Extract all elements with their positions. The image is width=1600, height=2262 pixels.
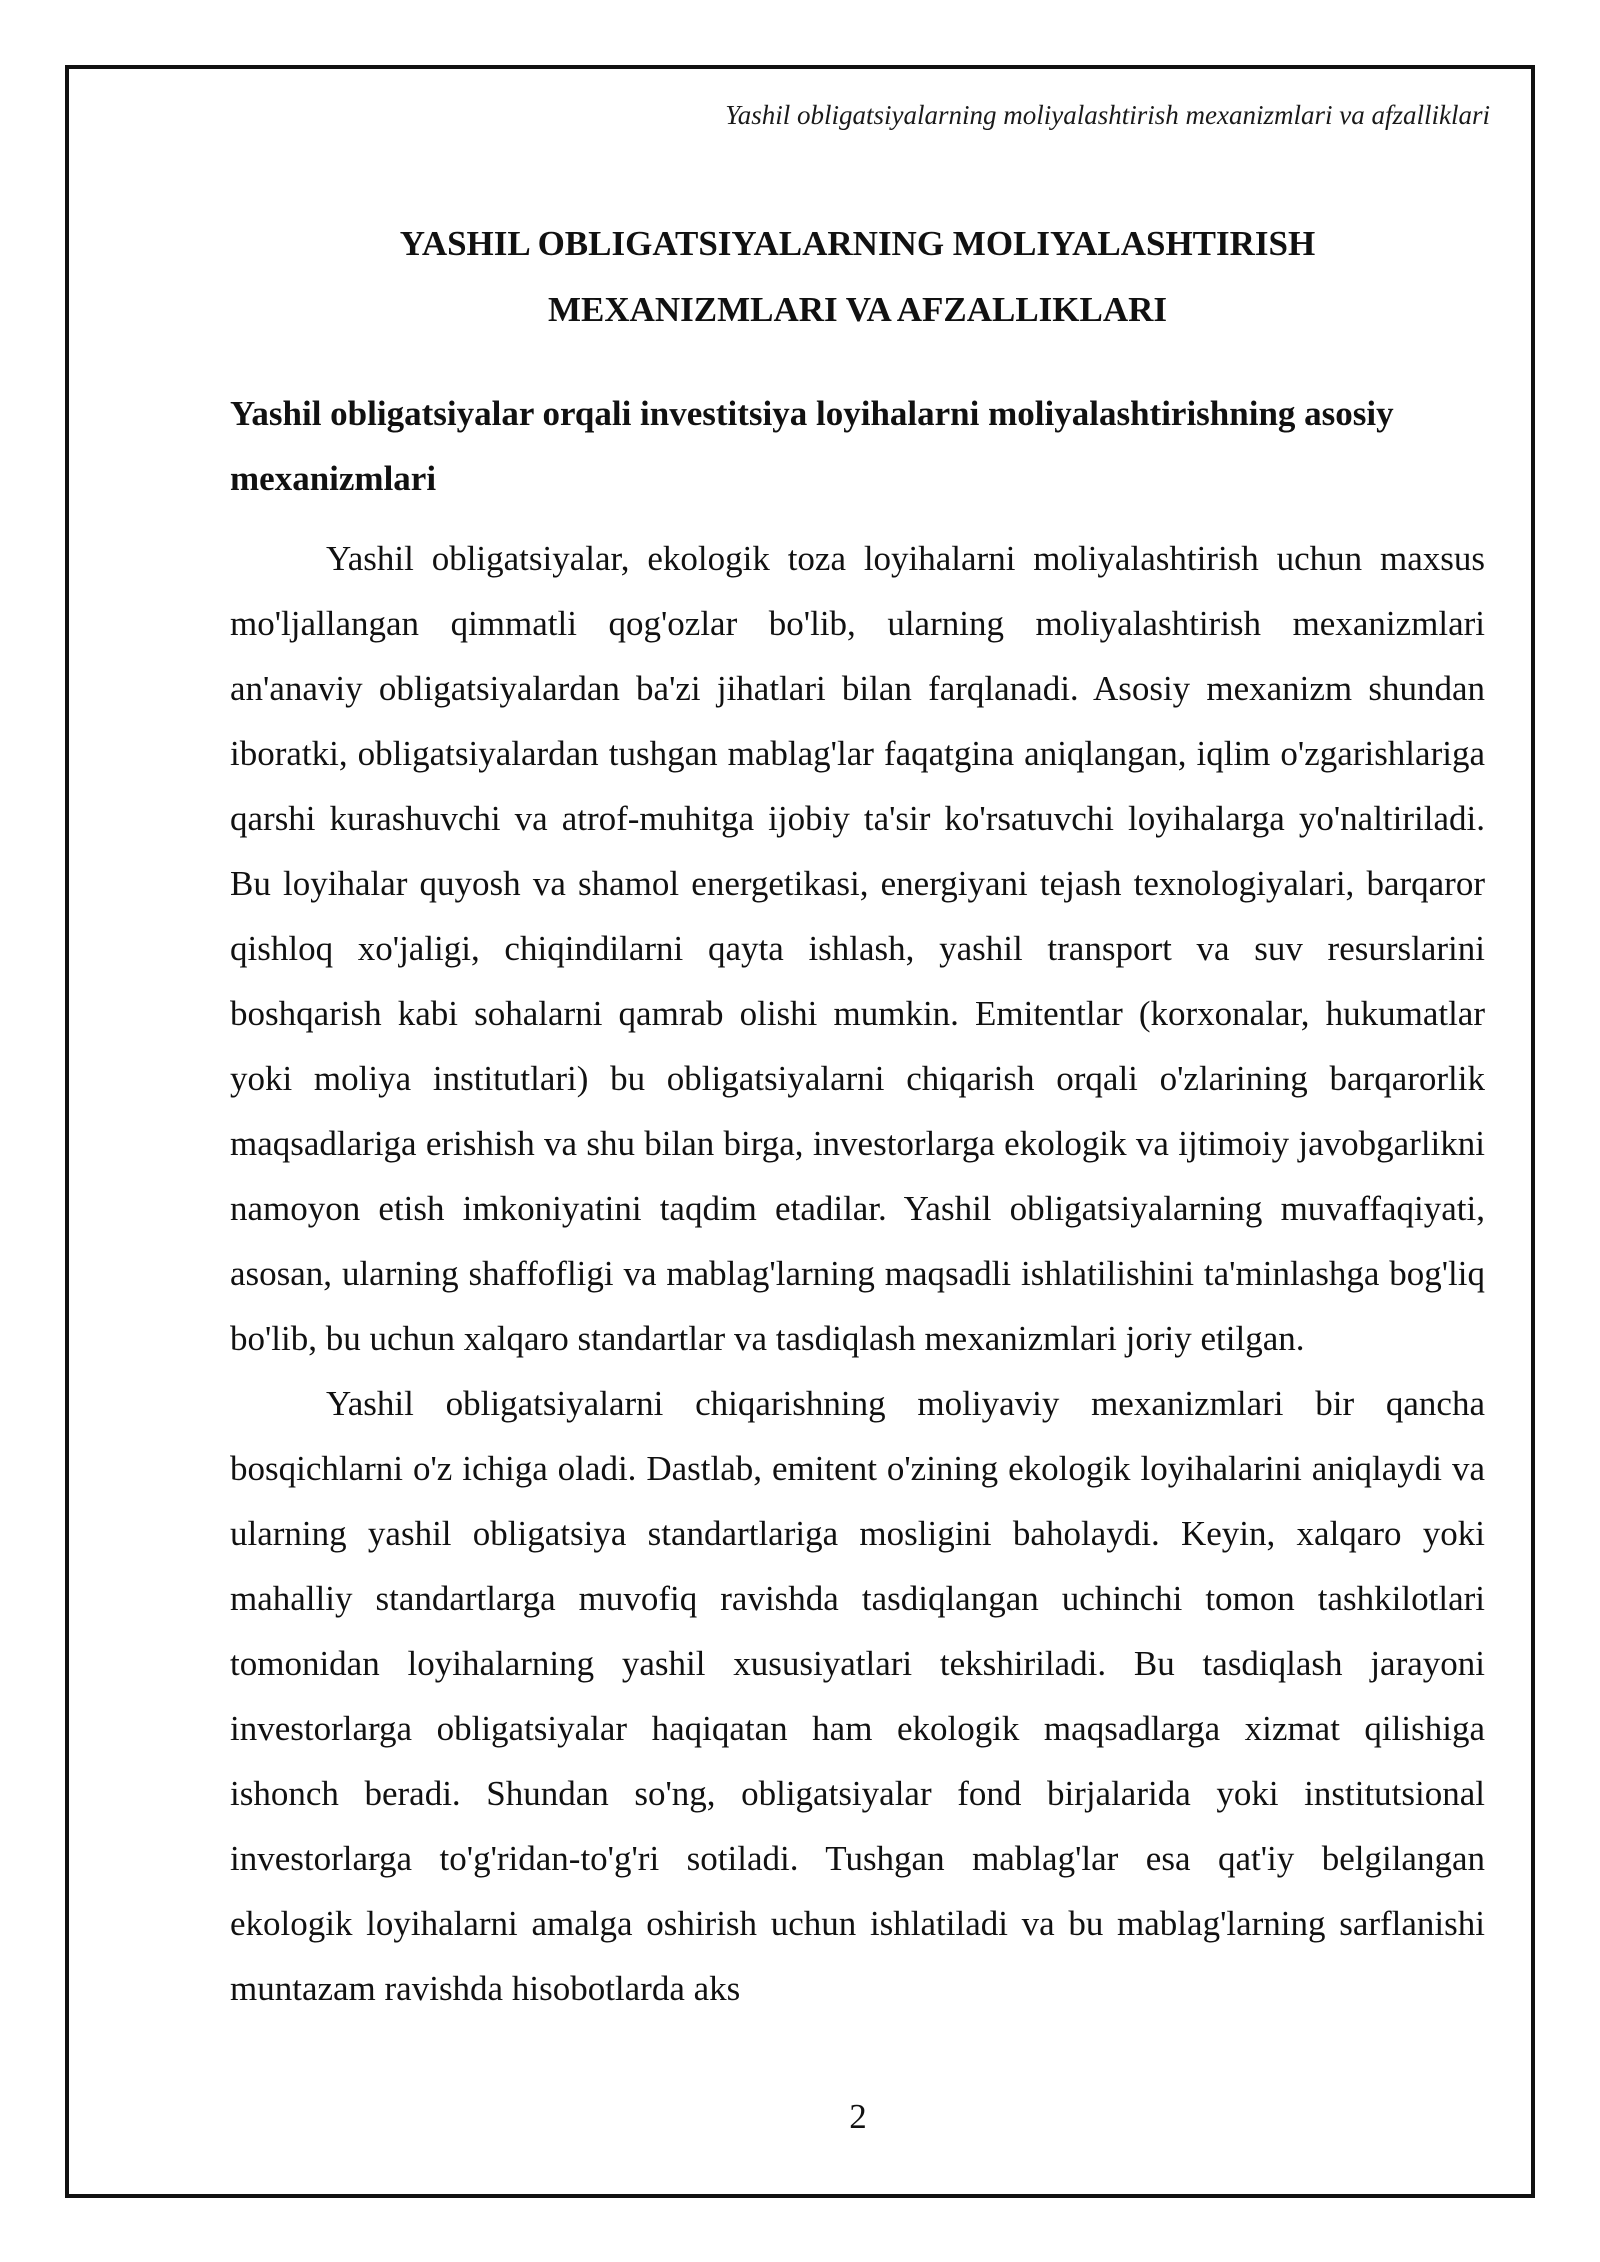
body-text [230, 526, 1485, 2021]
document-title [230, 211, 1485, 343]
running-header: Yashil obligatsiyalarning moliyalashtirish mexanizmlari va afzalliklari [725, 100, 1490, 130]
paragraph-1: Yashil obligatsiyalar, ekologik toza loyihalarni moliyalashtirish uchun maxsus mo'ljallangan qimmatli qog'ozlar bo'lib, ularning moliyalashtirish mexanizmlari an'anaviy obligatsiyalardan ba'zi jihatlari bilan farqlanadi. Asosiy mexanizm shundan iboratki, obligatsiyalardan tushgan mablag'lar faqatgina aniqlangan, iqlim o'zgarishlariga qarshi kurashuvchi va atrof-muhitga ijobiy ta'sir ko'rsatuvchi loyihalarga yo'naltiriladi. Bu loyihalar quyosh va shamol energetikasi, energiyani tejash texnologiyalari, barqaror qishloq xo'jaligi, chiqindilarni qayta ishlash, yashil transport va suv resurslarini boshqarish kabi sohalarni qamrab olishi mumkin. Emitentlar (korxonalar, hukumatlar yoki moliya institutlari) bu obligatsiyalarni chiqarish orqali o'zlarining barqarorlik maqsadlariga erishish va shu bilan birga, investorlarga ekologik va ijtimoiy javobgarlikni namoyon etish imkoniyatini taqdim etadilar. Yashil obligatsiyalarning muvaffaqiyati, asosan, ularning shaffofligi va mablag'larning maqsadli ishlatilishini ta'minlashga bog'liq bo'lib, bu uchun xalqaro standartlar va tasdiqlash mexanizmlari joriy etilgan. [230, 539, 1485, 1358]
document-title-line-1: YASHIL OBLIGATSIYALARNING MOLIYALASHTIRISH [399, 224, 1316, 263]
page-number: 2 [849, 2097, 867, 2136]
section-heading: Yashil obligatsiyalar orqali investitsiya loyihalarni moliyalashtirishning asosiy mexanizmlari [230, 394, 1394, 498]
paragraph-2: Yashil obligatsiyalarni chiqarishning moliyaviy mexanizmlari bir qancha bosqichlarni o'z ichiga oladi. Dastlab, emitent o'zining ekologik loyihalarini aniqlaydi va ularning yashil obligatsiya standartlariga mosligini baholaydi. Keyin, xalqaro yoki mahalliy standartlarga muvofiq ravishda tasdiqlangan uchinchi tomon tashkilotlari tomonidan loyihalarning yashil xususiyatlari tekshiriladi. Bu tasdiqlash jarayoni investorlarga obligatsiyalar haqiqatan ham ekologik maqsadlarga xizmat qilishiga ishonch beradi. Shundan so'ng, obligatsiyalar fond birjalarida yoki institutsional investorlarga to'g'ridan-to'g'ri sotiladi. Tushgan mablag'lar esa qat'iy belgilangan ekologik loyihalarni amalga oshirish uchun ishlatiladi va bu mablag'larning sarflanishi muntazam ravishda hisobotlarda aks [230, 1384, 1485, 2008]
document-title-line-2: MEXANIZMLARI VA AFZALLIKLARI [547, 290, 1168, 329]
